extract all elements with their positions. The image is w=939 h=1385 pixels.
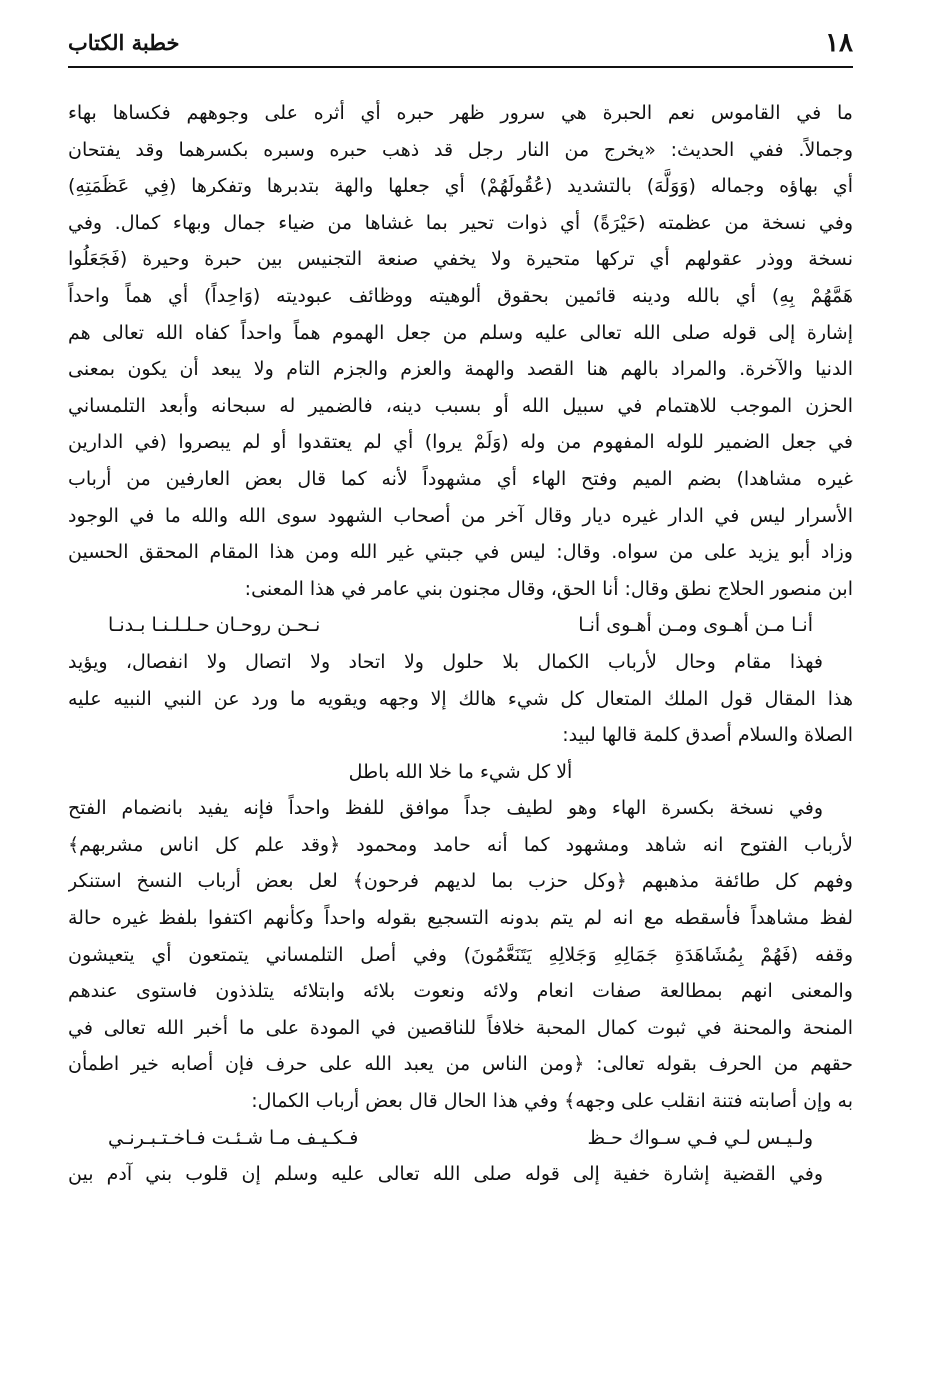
text-line: وفي نسخة بكسرة الهاء وهو لطيف جداً موافق للفظ واحداً فإنه يفيد بانضمام الفتح (68, 797, 823, 820)
running-title: خطبة الكتاب (68, 30, 180, 55)
page-number: ١٨ (825, 28, 853, 58)
text-line: لأرباب الفتوح انه شاهد ومشهود كما أنه حامد ومحمود ﴿وقد علم كل اناس مشربهم﴾ (68, 833, 853, 856)
verse-first-hemistich: أنـا مـن أهـوى ومـن أهـوى أنـا (578, 614, 813, 637)
text-line: فهذا مقام وحال لأرباب الكمال بلا حلول ولا اتحاد ولا اتصال ولا انفصال، ويؤيد (68, 650, 823, 673)
text-line: أي بهاؤه وجماله (وَوَلَّهَ) بالتشديد (عُقُولَهُمْ) أي جعلها والهة بتدبرها وتفكرها (فِي عَظَمَتِهِ) (68, 175, 853, 198)
text-line: في جعل الضمير للوله المفهوم من وله (وَلَمْ يروا) أي لم يعتقدوا أو لم يبصروا (في الدارين (68, 431, 853, 454)
text-line: وزاد أبو يزيد على من سواه. وقال: ليس في جبتي غير الله ومن هذا المقام المحقق الحسين (68, 541, 853, 564)
text-line: الأسرار ليس في الدار غيره ديار وقال آخر من أصحاب الشهود سوى الله والله ما في الوجود (68, 504, 853, 527)
poetry-verse (68, 1120, 853, 1157)
text-line: الدنيا والآخرة. والمراد بالهم هنا القصد والهمة والعزم والجزم التام ولا يبعد أن يكون بمعنى (68, 358, 853, 381)
verse-first-hemistich: ولـيـس لـي فـي سـواك حـظ (587, 1126, 813, 1149)
poetry-verse (68, 607, 853, 644)
text-line: نسخة ووذر عقولهم أي تركها متحيرة ولا يخفي صنعة التجنيس بين حبرة وحيرة (فَجَعَلُوا (68, 248, 853, 271)
verse-second-hemistich: فـكـيـف مـا شـئـت فـاخـتـبـرنـي (108, 1126, 359, 1149)
text-line: وفهم كل طائفة مذهبهم ﴿وكل حزب بما لديهم فرحون﴾ لعل بعض أرباب النسخ استنكر (68, 870, 853, 893)
text-line: وفي القضية إشارة خفية إلى قوله صلى الله تعالى عليه وسلم إن قلوب بني آدم بين (68, 1163, 823, 1186)
text-line: هذا المقال قول الملك المتعال كل شيء هالك إلا وجهه ويقويه ما ورد عن النبي النبيه عليه (68, 687, 853, 710)
verse-second-hemistich: نـحـن روحـان حـلـلـنـا بـدنـا (108, 614, 321, 637)
text-line: به وإن أصابته فتنة انقلب على وجهه﴾ وفي هذا الحال قال بعض أرباب الكمال: (251, 1090, 853, 1113)
text-line: إشارة إلى قوله صلى الله تعالى عليه وسلم من جعل الهموم هماً واحداً كفاه الله تعالى هم (68, 321, 853, 344)
text-line: الصلاة والسلام أصدق كلمة قالها لبيد: (562, 724, 853, 747)
text-line: ابن منصور الحلاج نطق وقال: أنا الحق، وقال مجنون بني عامر في هذا المعنى: (244, 577, 853, 600)
text-line: هَمَّهُمْ بِهِ) أي بالله ودينه قائمين بحقوق ألوهيته ووظائف عبوديته (وَاحِداً) أي هماً واحداً (68, 284, 853, 307)
text-line: وقفه (فَهُمْ بِمُشَاهَدَةِ جَمَالِهِ وَجَلالِهِ يَتَنَعَّمُونَ) وفي أصل التلمساني يتمتعون أي يتعيشون (68, 943, 853, 966)
text-line: وجمالاً. ففي الحديث: «يخرج من النار رجل قد ذهب حبره وسبره بكسرهما وقد يفتحان (68, 138, 853, 161)
text-line: المنحة والمحنة في ثبوت كمال المحبة خلافاً للناقصين في المودة على ما أخبر الله تعالى في (68, 1016, 853, 1039)
text-line: لفظ مشاهداً فأسقطه مع انه لم يتم بدونه التسجيع بقوله واحداً وكأنهم اكتفوا بلفظ غيره حالة (68, 907, 853, 930)
text-line: حقهم من الحرف بقوله تعالى: ﴿ومن الناس من يعبد الله على حرف فإن أصابه خير اطمأن (68, 1053, 853, 1076)
page-header (68, 26, 853, 68)
text-line: والمعنى انهم بمطالعة صفات انعام ولائه ونعوت بلائه وابتلائه يتلذذون فاستوى عندهم (68, 980, 853, 1003)
text-line: غيره مشاهدا) بضم الميم وفتح الهاء أي مشهوداً لأنه كما قال بعض العارفين من أرباب (68, 467, 853, 490)
quoted-verse: ألا كل شيء ما خلا الله باطل (348, 760, 573, 783)
text-line: الحزن الموجب للاهتمام في سبيل الله أو بسبب دينه، فالضمير له سبحانه وأبعد التلمساني (68, 394, 853, 417)
text-line: وفي نسخة من عظمته (حَيْرَةً) أي ذوات تحير بما غشاها من ضياء جمال وبهاء كمال. وفي (68, 211, 853, 234)
text-line: ما في القاموس نعم الحبرة هي سرور ظهر حبره أي أثره على وجوههم فكساها بهاء (68, 102, 853, 124)
page-body (68, 95, 853, 1193)
